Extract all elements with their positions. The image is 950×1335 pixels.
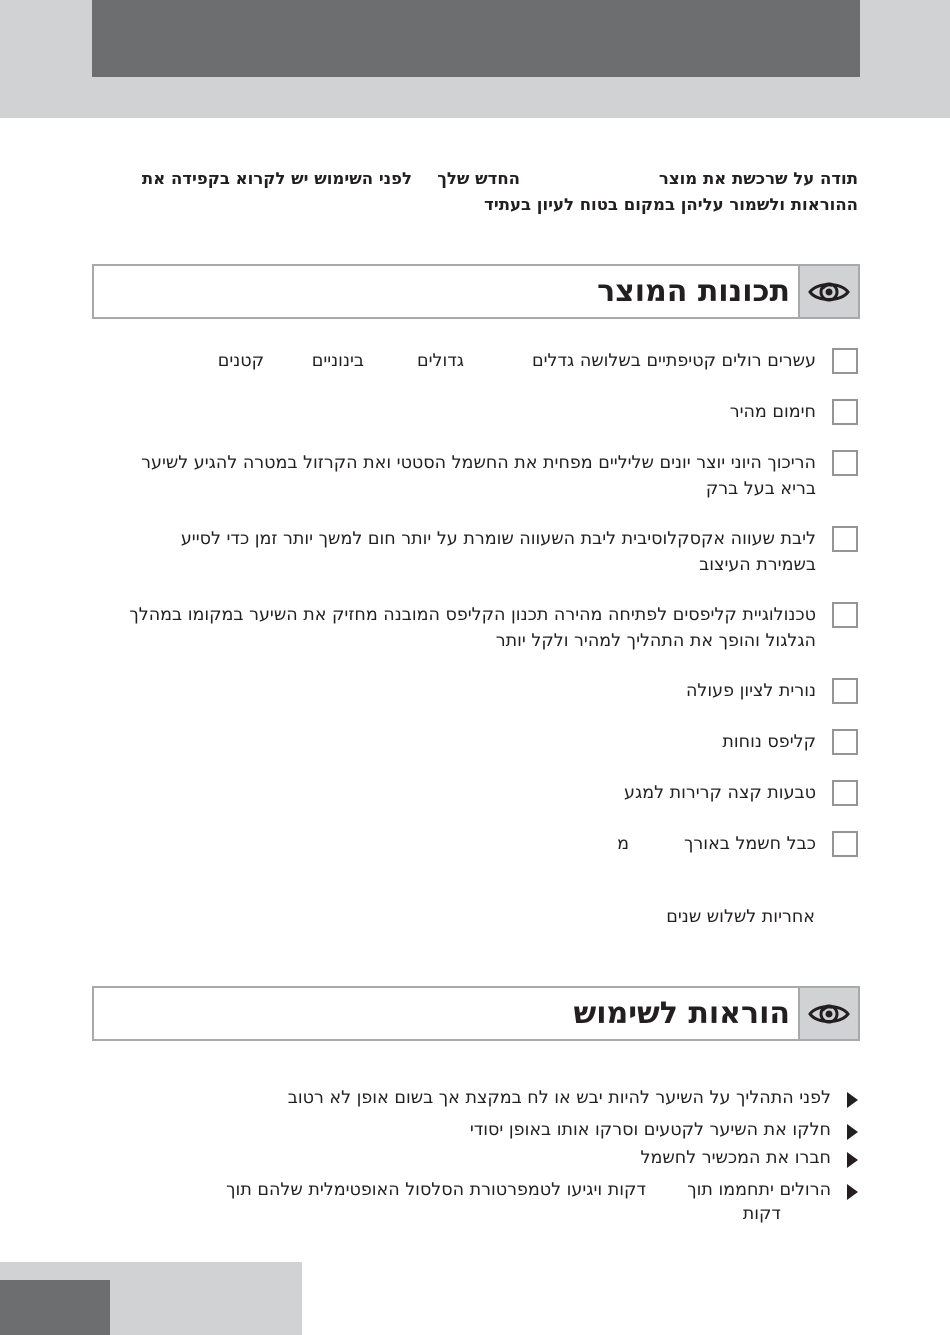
feature-item — [120, 450, 858, 502]
instruction-item — [150, 1118, 858, 1142]
feature-text: נורית לציון פעולה — [685, 681, 816, 701]
feature-item — [120, 780, 858, 806]
instructions-title: הוראות לשימוש — [573, 996, 790, 1031]
instruction-item — [150, 1146, 858, 1170]
feature-text: חימום מהיר — [729, 402, 816, 422]
feature-text: ליבת שעווה אקסקלוסיבית ליבת השעווה שומרת על יותר חום למשך יותר זמן כדי לסייע בשמירת העיצוב — [180, 529, 816, 575]
feature-size-small: קטנים — [217, 351, 264, 371]
instruction-item — [150, 1178, 858, 1226]
feature-item — [120, 602, 858, 654]
intro-paragraph — [92, 166, 858, 218]
instruction-text: דקות — [742, 1204, 781, 1224]
instructions-header — [92, 986, 860, 1041]
instruction-item — [150, 1086, 858, 1110]
bullet-arrow-icon — [847, 1184, 858, 1200]
feature-checkbox — [832, 729, 858, 755]
feature-item — [120, 526, 858, 578]
warranty-text: אחריות לשלוש שנים — [666, 907, 815, 927]
intro-text-3: לפני השימוש יש לקרוא בקפידה את — [141, 169, 412, 188]
feature-checkbox — [832, 602, 858, 628]
feature-size-medium: בינוניים — [311, 351, 364, 371]
intro-text-1: תודה על שרכשת את מוצר — [658, 169, 858, 188]
feature-text: עשרים רולים קטיפתיים בשלושה גדלים — [532, 351, 816, 371]
feature-text: הריכוך היוני יוצר יונים שליליים מפחית את החשמל הסטטי ואת הקרזול במטרה להגיע לשיער בריא בעל ברק — [141, 453, 816, 499]
feature-checkbox — [832, 348, 858, 374]
feature-text: טבעות קצה קרירות למגע — [624, 783, 816, 803]
feature-checkbox — [832, 780, 858, 806]
features-title: תכונות המוצר — [597, 274, 790, 309]
intro-text-4: ההוראות ולשמור עליהן במקום בטוח לעיון בעתיד — [484, 195, 858, 214]
instruction-text: חלקו את השיער לקטעים וסרקו אותו באופן יסודי — [469, 1120, 831, 1140]
feature-text: כבל חשמל באורך — [684, 834, 816, 854]
intro-text-2: החדש שלך — [437, 169, 520, 188]
bullet-arrow-icon — [847, 1092, 858, 1108]
eye-icon — [798, 266, 858, 317]
feature-item — [120, 348, 858, 374]
feature-checkbox — [832, 678, 858, 704]
features-header — [92, 264, 860, 319]
feature-size-large: גדולים — [416, 351, 464, 371]
feature-item — [120, 831, 858, 857]
feature-unit: מ — [617, 834, 629, 854]
eye-icon — [798, 988, 858, 1039]
bullet-arrow-icon — [847, 1124, 858, 1140]
feature-item — [120, 399, 858, 425]
instruction-text: הרולים יתחממו תוך — [687, 1180, 831, 1200]
feature-item — [120, 678, 858, 704]
instruction-text: חברו את המכשיר לחשמל — [640, 1148, 831, 1168]
instruction-text: דקות ויגיעו לטמפרטורת הסלסול האופטימלית שלהם תוך — [226, 1180, 646, 1200]
header-bar — [92, 0, 860, 77]
instruction-text: לפני התהליך על השיער להיות יבש או לח במקצת אך בשום אופן לא רטוב — [287, 1088, 831, 1108]
feature-item — [120, 729, 858, 755]
bullet-arrow-icon — [847, 1152, 858, 1168]
feature-checkbox — [832, 399, 858, 425]
feature-text: קליפס נוחות — [722, 732, 816, 752]
feature-checkbox — [832, 831, 858, 857]
feature-checkbox — [832, 450, 858, 476]
feature-text: טכנולוגיית קליפסים לפתיחה מהירה תכנון הקליפס המובנה מחזיק את השיער במקומו במהלך הגלגול והופך את התהליך למהיר ולקל יותר — [129, 605, 816, 651]
page-marker — [0, 1280, 110, 1335]
feature-checkbox — [832, 526, 858, 552]
